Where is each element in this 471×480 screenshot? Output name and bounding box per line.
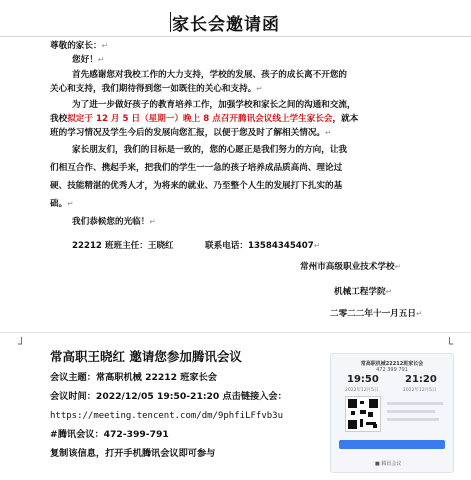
paragraph-3-line-4 <box>50 198 74 210</box>
contact-phone-text: 联系电话：13584345407 <box>205 241 314 251</box>
paragraph-3-line-3: 硬、技能精湛的优秀人才，为将来的就业、乃至整个人生的发展打下扎实的基 <box>50 181 343 191</box>
paragraph-1-line-1: 首先感谢您对我校工作的大力支持，学校的发展、孩子的成长离不开您的 <box>72 70 348 80</box>
meeting-hint: 复制该信息，打开手机腾讯会议即可参与 <box>50 448 216 459</box>
hello-line <box>72 54 104 66</box>
signature-dept <box>334 285 392 297</box>
closing-line <box>72 216 156 228</box>
meeting-logo-icon: ■ <box>375 461 380 467</box>
phone-card-end-date: 2022年12月5日 <box>403 388 437 393</box>
contact-teacher: 22212 班班主任：王晓红 <box>72 241 174 251</box>
phone-card-id: 472 399 791 <box>376 367 408 373</box>
paragraph-mark: ↵ <box>385 287 392 296</box>
paragraph-3-line-2: 们相互合作、携起手来，把我们的学生一一急的孩子培养成品质高尚、理论过 <box>50 163 343 173</box>
contact-phone <box>205 240 320 252</box>
paragraph-2-line-1: 为了进一步做好孩子的教育培养工作，加强学校和家长之间的沟通和交流， <box>72 100 356 110</box>
paragraph-1-line-2 <box>50 83 263 95</box>
greeting-line <box>50 40 108 52</box>
document-title: 家长会邀请函 <box>172 15 280 35</box>
paragraph-mark: ↵ <box>97 55 105 64</box>
phone-card-end: 21:20 <box>405 374 437 385</box>
phone-card-start: 19:50 <box>347 374 379 385</box>
paragraph-mark: ↵ <box>394 262 401 271</box>
paragraph-mark: ↵ <box>67 199 74 208</box>
meeting-time: 会议时间：2022/12/05 19:50-21:20 点击链接入会： <box>50 391 287 402</box>
paragraph-2-line-2 <box>50 113 358 125</box>
paragraph-3-line-4-text: 础。 <box>50 199 68 209</box>
corner-mark-right: └ <box>446 337 454 351</box>
meeting-number: #腾讯会议：472-399-791 <box>50 429 169 440</box>
paragraph-2-prefix: 我校 <box>50 114 68 124</box>
paragraph-mark: ↵ <box>325 128 332 137</box>
paragraph-mark: ↵ <box>101 41 108 50</box>
greeting: 尊敬的家长： <box>50 41 102 51</box>
meeting-schedule-highlight: 拟定于 12 月 5 日（星期一）晚上 8 点召开腾讯会议线上学生家长会 <box>67 114 333 124</box>
paragraph-mark: ↵ <box>415 309 423 318</box>
phone-card-join-bar <box>339 440 445 449</box>
meeting-headline: 常高职王晓红 邀请您参加腾讯会议 <box>50 349 242 364</box>
meeting-phone-card <box>330 353 454 473</box>
meeting-link[interactable]: https://meeting.tencent.com/dm/9phfiLFfvb3u <box>50 411 283 421</box>
text-cursor <box>170 12 171 32</box>
phone-card-title: 常高职机械22212班家长会 <box>360 361 424 367</box>
title-divider <box>0 36 471 37</box>
phone-card-footer-text: 腾讯会议 <box>381 461 402 467</box>
paragraph-2-suffix: ，就本 <box>332 114 359 124</box>
phone-card-footer <box>375 460 401 467</box>
paragraph-2-line-3 <box>50 127 331 139</box>
paragraph-1-line-2-text: 关心和支持，我们期待得到您一如既往的关心和支持。 <box>50 84 257 94</box>
signature-school <box>300 260 401 272</box>
signature-date-text: 二零二二年十一月五日 <box>330 309 416 319</box>
qr-code-icon <box>345 396 381 432</box>
paragraph-2-line-3-text: 班的学习情况及学生今后的发展向您汇报，以便于您及时了解相关情况。 <box>50 128 326 138</box>
signature-dept-text: 机械工程学院 <box>334 287 386 297</box>
meeting-subject: 会议主题：常高职机械 22212 班家长会 <box>50 372 217 383</box>
paragraph-mark: ↵ <box>313 241 321 250</box>
paragraph-mark: ↵ <box>256 84 263 93</box>
hello: 您好！ <box>72 55 98 65</box>
signature-date <box>330 307 422 319</box>
corner-mark-left: ┘ <box>18 337 26 351</box>
paragraph-mark: ↵ <box>149 217 156 226</box>
closing: 我们恭候您的光临！ <box>72 217 150 227</box>
phone-card-start-date: 2022年12月5日 <box>345 388 379 393</box>
signature-school-text: 常州市高级职业技术学校 <box>300 262 395 272</box>
paragraph-3-line-1: 家长朋友们，我们的目标是一致的，您的心愿正是我们努力的方向，让我 <box>72 145 348 155</box>
section-divider <box>0 332 471 333</box>
